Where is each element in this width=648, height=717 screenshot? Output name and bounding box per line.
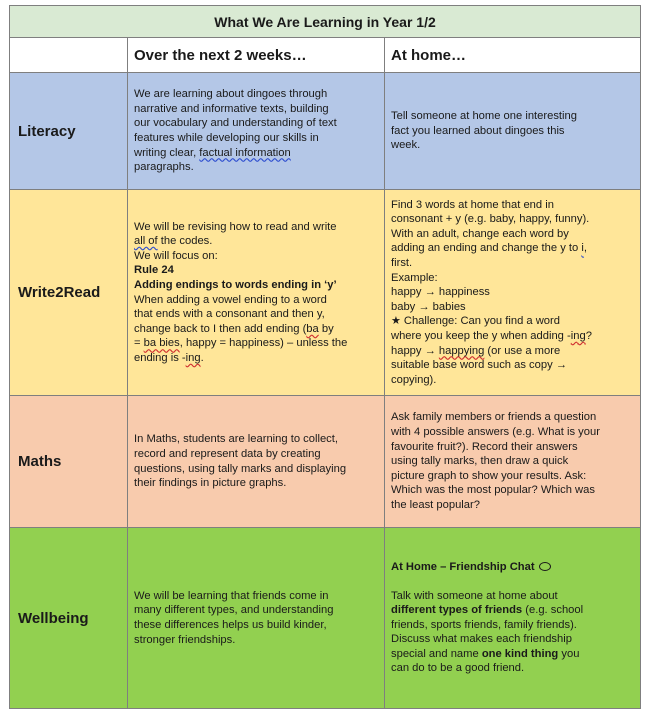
wellbeing-learning: We will be learning that friends come in many different types, and understanding these differences helps us build kinder, stronger friendships. (128, 528, 385, 709)
learning-plan-table (9, 5, 641, 709)
rule-number: Rule 24 (134, 264, 174, 277)
header-at-home: At home… (385, 38, 641, 73)
speech-bubble-icon (539, 562, 551, 571)
subject-literacy: Literacy (10, 73, 128, 190)
row-literacy (10, 73, 641, 190)
row-write2read (10, 190, 641, 396)
row-maths (10, 396, 641, 528)
header-blank (10, 38, 128, 73)
maths-learning: In Maths, students are learning to collect, record and represent data by creating questions, using tally marks and displaying their findings in picture graphs. (128, 396, 385, 528)
literacy-learning: We are learning about dingoes through narrative and informative texts, building our vocabulary and understanding of text features while developing our skills in writing clear, factual information paragraphs. (128, 73, 385, 190)
literacy-home: Tell someone at home one interesting fact you learned about dingoes this week. (385, 73, 641, 190)
wellbeing-home: At Home – Friendship Chat Talk with someone at home about different types of friends (e.g. school friends, sports friends, family friends). Discuss what makes each friendship special and name one kind thing you can do to be a good friend. (385, 528, 641, 709)
write2read-home: Find 3 words at home that end in consonant + y (e.g. baby, happy, funny). With an adult, change each word by adding an ending and change the y to i, first. Example: happy → happiness baby → babies ★ Challenge: Can you find a word where you keep the y when adding -ing? happy → happying (or use a more suitable base word such as copy → copying). (385, 190, 641, 396)
friendship-chat-heading: At Home – Friendship Chat (391, 560, 535, 573)
header-next-2-weeks: Over the next 2 weeks… (128, 38, 385, 73)
subject-write2read: Write2Read (10, 190, 128, 396)
write2read-learning: We will be revising how to read and write all of the codes. We will focus on: Rule 24 Adding endings to words ending in ‘y’ When adding a vowel ending to a word that ends with a consonant and then y, change back to I then add ending (ba by = ba bies, happy = happiness) – unless the ending is -ing. (128, 190, 385, 396)
table-title: What We Are Learning in Year 1/2 (10, 6, 641, 38)
rule-title: Adding endings to words ending in ‘y’ (134, 278, 337, 291)
star-icon: ★ (391, 315, 401, 328)
subject-wellbeing: Wellbeing (10, 528, 128, 709)
subject-maths: Maths (10, 396, 128, 528)
row-wellbeing (10, 528, 641, 709)
maths-home: Ask family members or friends a question with 4 possible answers (e.g. What is your favourite fruit?). Record their answers using tally marks, then draw a quick picture graph to show your results. Ask: Which was the most popular? Which was the least popular? (385, 396, 641, 528)
